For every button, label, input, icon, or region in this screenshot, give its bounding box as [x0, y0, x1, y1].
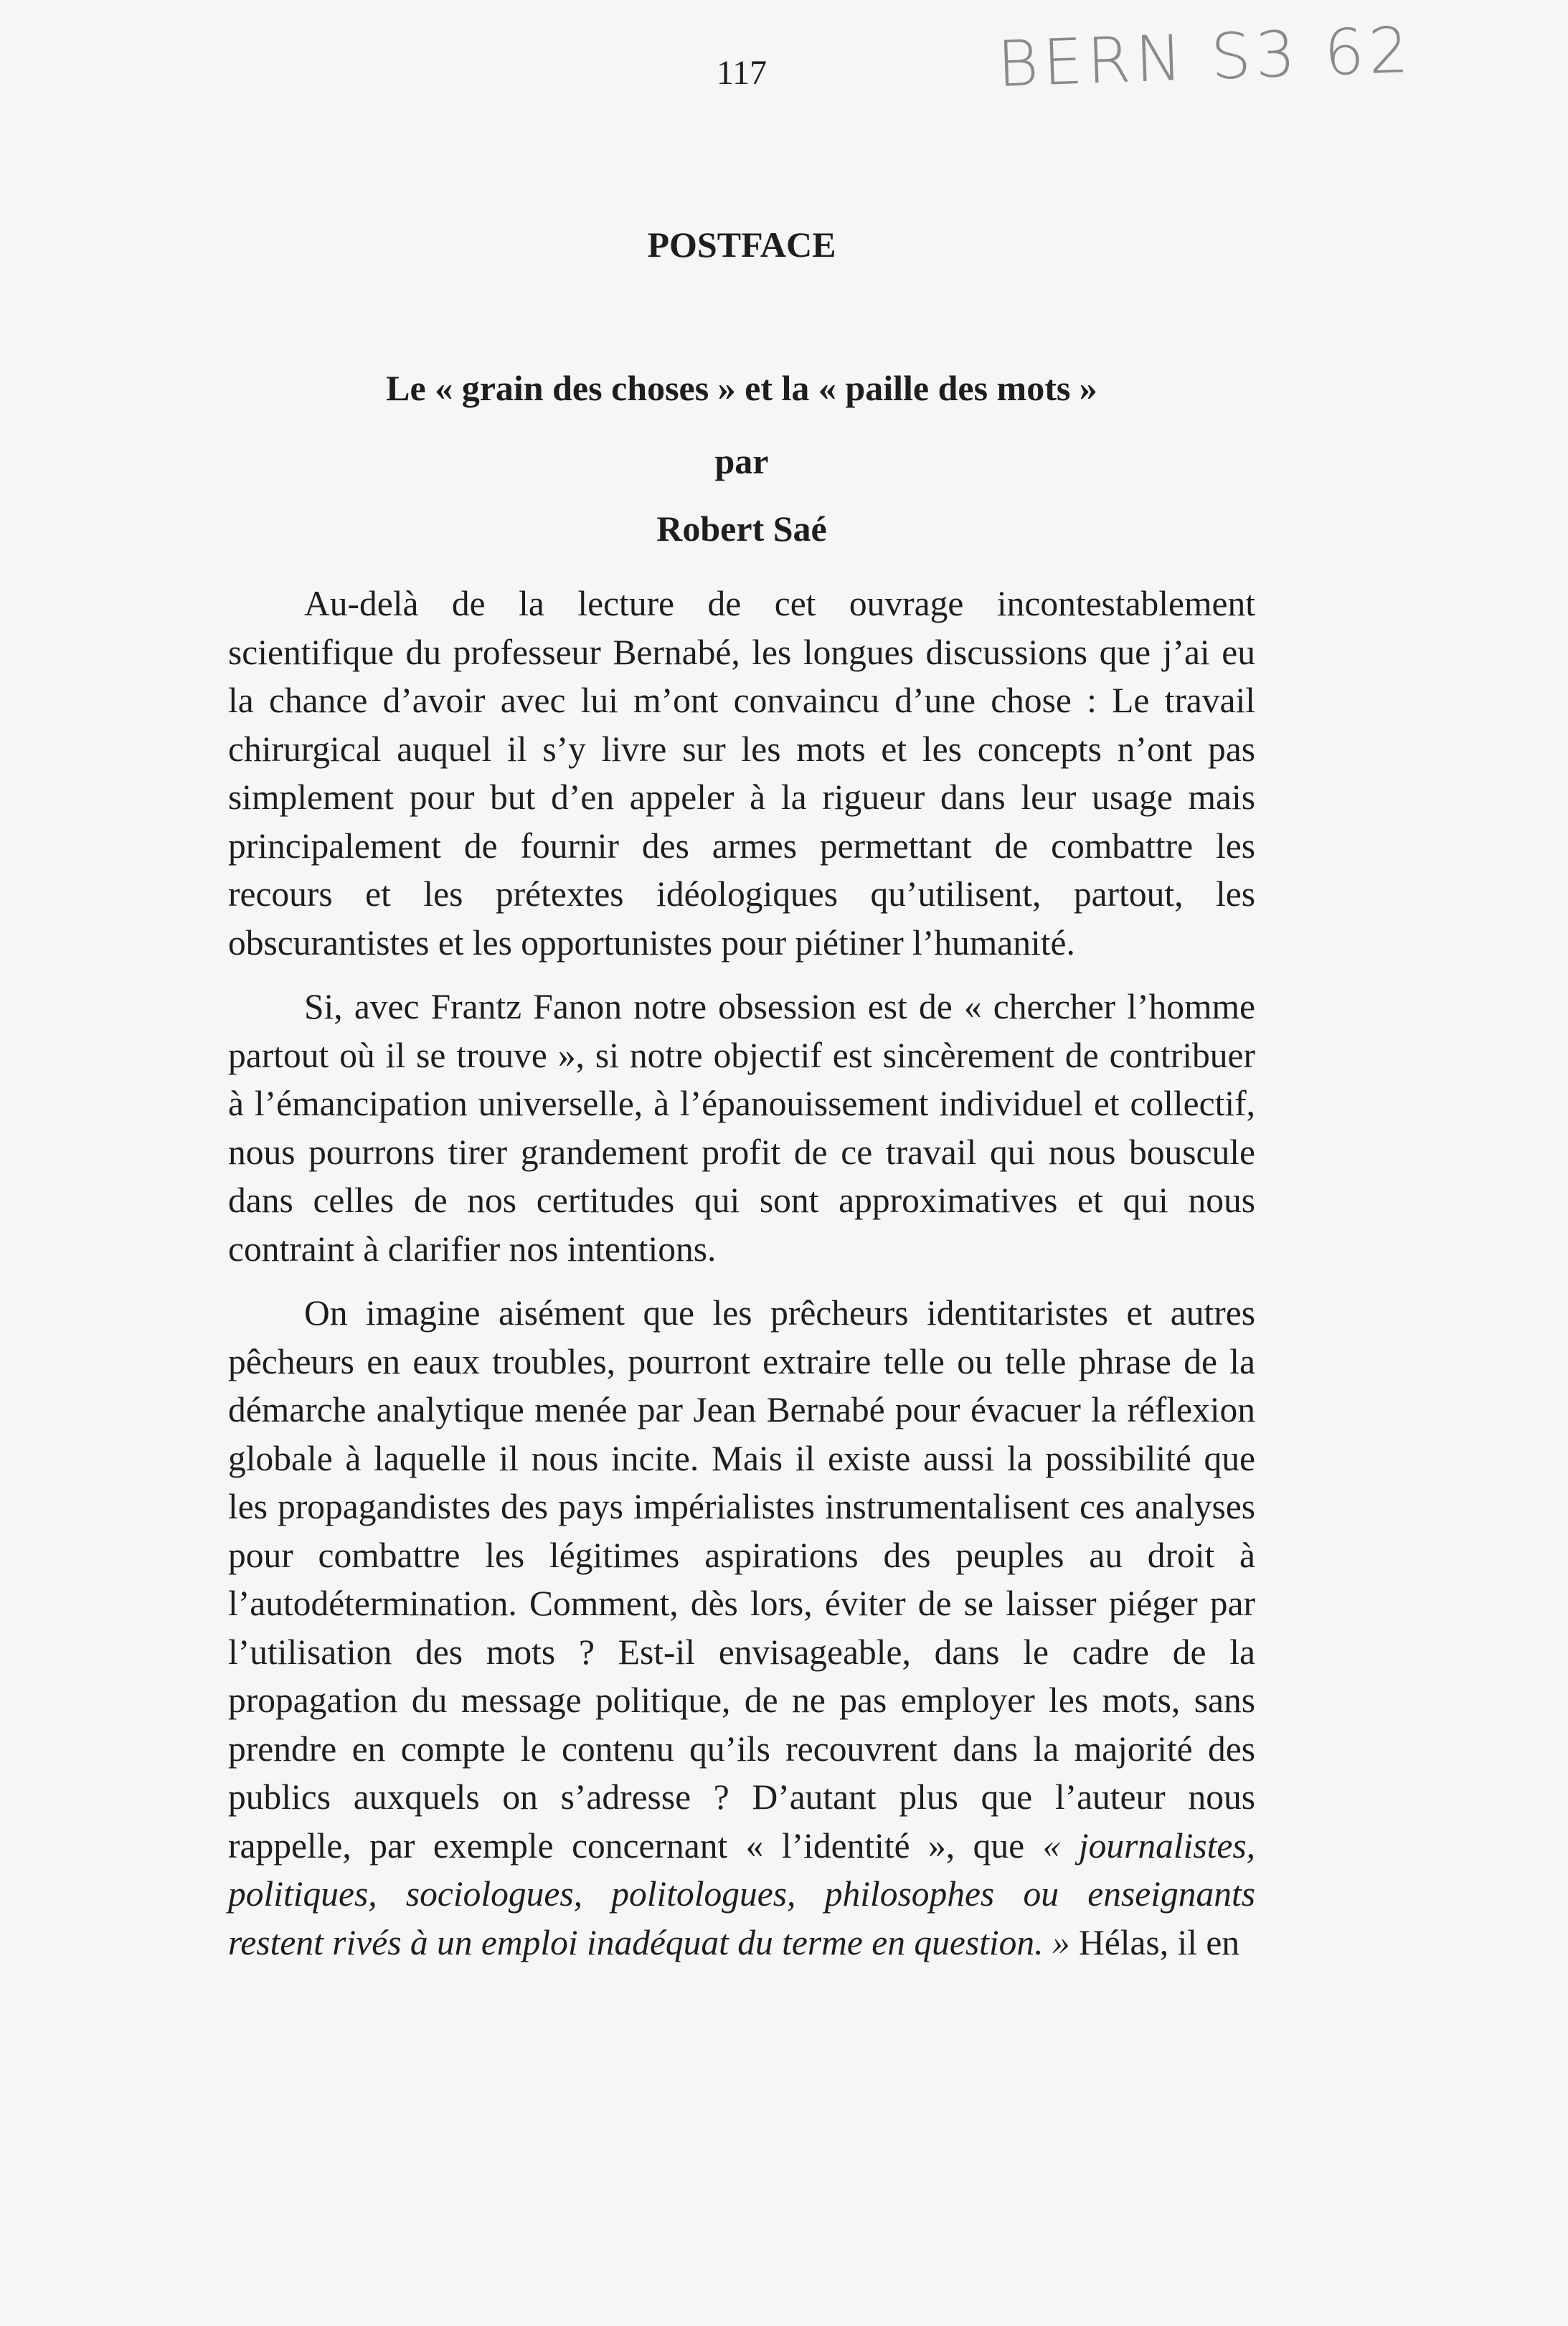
by-label: par — [714, 441, 769, 481]
paragraph-2: Si, avec Frantz Fanon notre obsession est de « chercher l’homme partout où il se trouve », si notre objectif est sincèrement de contribuer à l’émancipation universelle, à l’épanouissement individuel et collectif, nous pourrons tirer grandement profit de ce travail qui nous bouscule dans celles de nos certitudes qui sont approximatives et qui nous contraint à clarifier nos intentions. — [228, 987, 1255, 1269]
paragraph-3 — [228, 1289, 1255, 1967]
body-text — [228, 580, 1255, 1982]
paragraph-1: Au-delà de la lecture de cet ouvrage incontestablement scientifique du professeur Bernabé, les longues discussions que j’ai eu la chance d’avoir avec lui m’ont convaincu d’une chose : Le travail chirurgical auquel il s’y livre sur les mots et les concepts n’ont pas simplement pour but d’en appeler à la rigueur dans leur usage mais principalement de fournir des armes permettant de combattre les recours et les prétextes idéologiques qu’utilisent, partout, les obscurantistes et les opportunistes pour piétiner l’humanité. — [228, 584, 1255, 963]
document-page — [228, 0, 1255, 2326]
page-number: 117 — [716, 54, 768, 92]
page-title: POSTFACE — [647, 224, 836, 265]
author-name: Robert Saé — [656, 509, 827, 549]
paragraph-3-text: On imagine aisément que les prêcheurs identitaristes et autres pêcheurs en eaux troubles, pourront extraire telle ou telle phrase de la démarche analytique menée par Jean Bernabé pour évacuer la réflexion globale à laquelle il nous incite. Mais il existe aussi la possibilité que les propagandistes des pays impérialistes instrumentalisent ces analyses pour combattre les légitimes aspirations des peuples au droit à l’autodétermination. Comment, dès lors, éviter de se laisser piéger par l’utilisation des mots ? Est-il envisageable, dans le cadre de la propagation du message politique, de ne pas employer les mots, sans prendre en compte le contenu qu’ils recouvrent dans la majorité des publics auxquels on s’adresse ? D’autant plus que l’auteur nous rappelle, par exemple concernant « l’identité », que — [228, 1293, 1255, 1866]
handwritten-archive-reference: BERN S3 62 — [996, 12, 1414, 102]
quoted-passage: « journalistes, politiques, sociologues, politologues, philosophes ou enseignants restent rivés à un emploi inadéquat du terme en question. » — [228, 1825, 1255, 1962]
paragraph-3-tail: Hélas, il en — [1069, 1922, 1240, 1962]
postface-subtitle: Le « grain des choses » et la « paille des mots » — [386, 368, 1097, 408]
